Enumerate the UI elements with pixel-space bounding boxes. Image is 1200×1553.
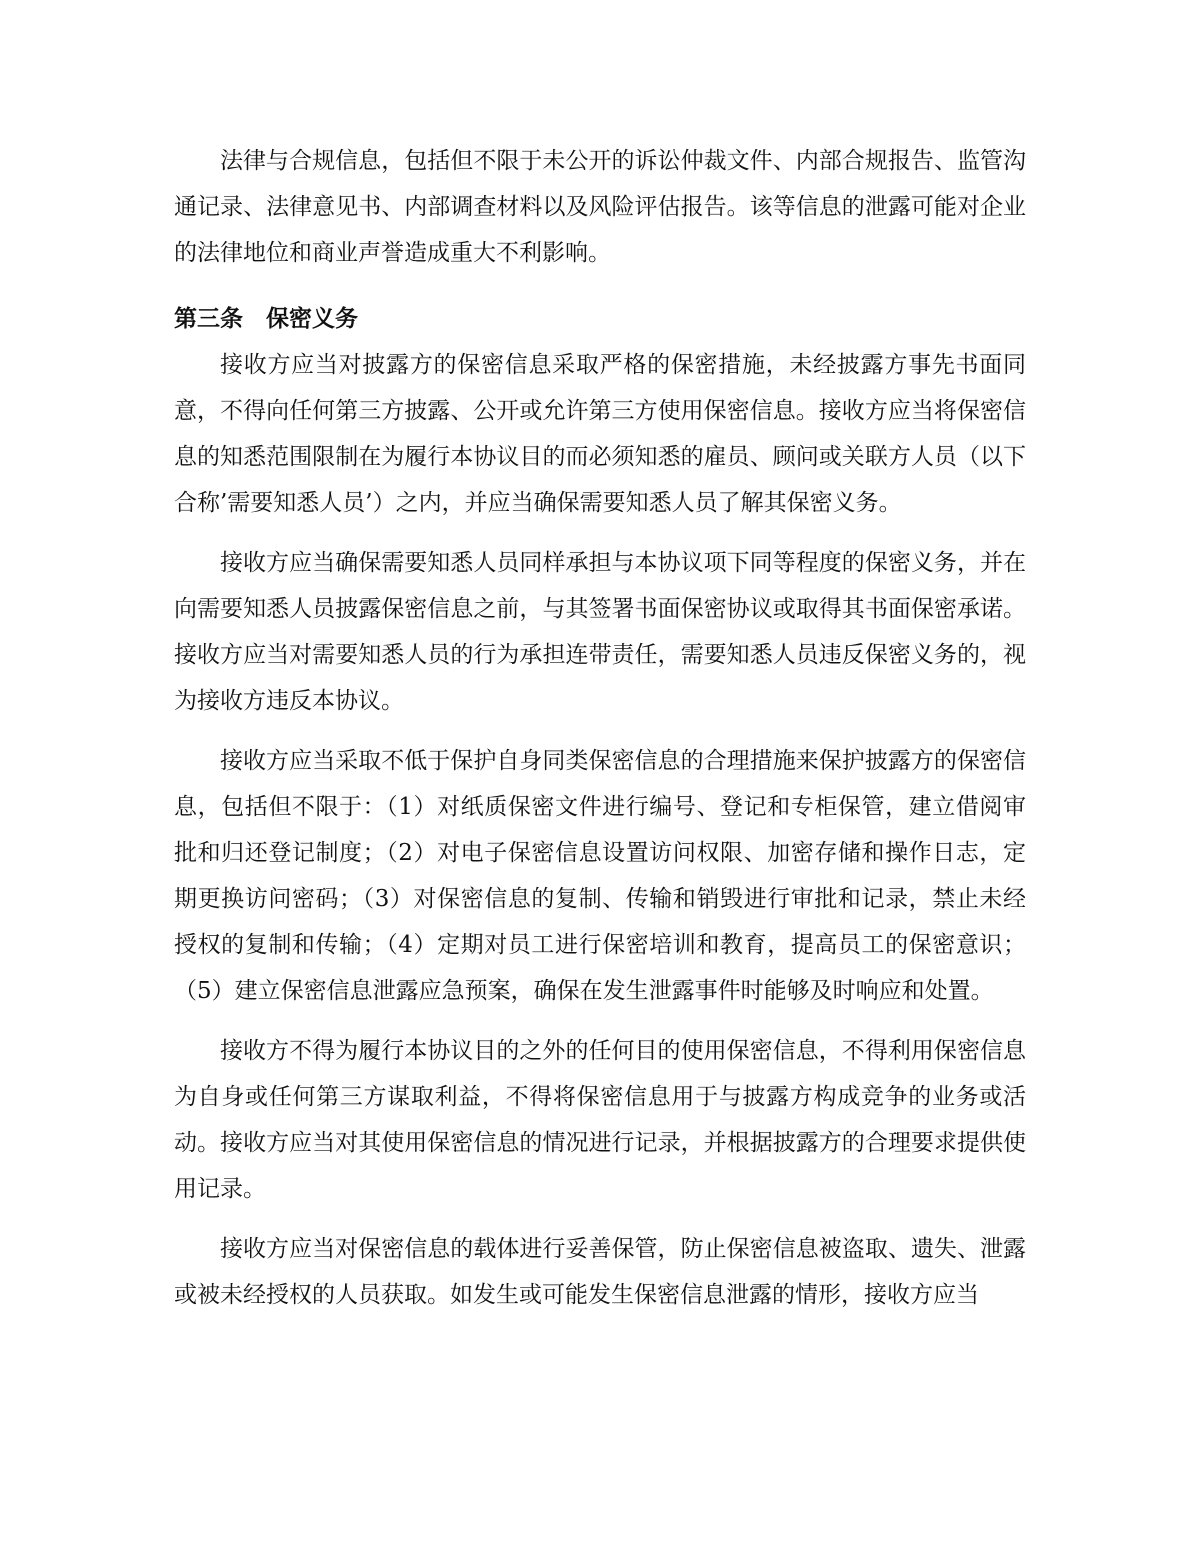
paragraph-protection-measures: 接收方应当采取不低于保护自身同类保密信息的合理措施来保护披露方的保密信息，包括但不限于：（1）对纸质保密文件进行编号、登记和专柜保管，建立借阅审批和归还登记制度；（2）对电子保密信息设置访问权限、加密存储和操作日志，定期更换访问密码；（3）对保密信息的复制、传输和销毁进行审批和记录，禁止未经授权的复制和传输；（4）定期对员工进行保密培训和教育，提高员工的保密意识；（5）建立保密信息泄露应急预案，确保在发生泄露事件时能够及时响应和处置。: [174, 748, 1026, 1004]
section-heading-confidentiality-obligation: 第三条 保密义务: [174, 306, 358, 332]
paragraph-legal-compliance-info: 法律与合规信息，包括但不限于未公开的诉讼仲裁文件、内部合规报告、监管沟通记录、法律意见书、内部调查材料以及风险评估报告。该等信息的泄露可能对企业的法律地位和商业声誉造成重大不利影响。: [174, 148, 1026, 266]
paragraph-use-restriction: 接收方不得为履行本协议目的之外的任何目的使用保密信息，不得利用保密信息为自身或任何第三方谋取利益，不得将保密信息用于与披露方构成竞争的业务或活动。接收方应当对其使用保密信息的情况进行记录，并根据披露方的合理要求提供使用记录。: [174, 1038, 1026, 1202]
document-body: [174, 138, 1026, 1318]
paragraph-confidentiality-measures: 接收方应当对披露方的保密信息采取严格的保密措施，未经披露方事先书面同意，不得向任何第三方披露、公开或允许第三方使用保密信息。接收方应当将保密信息的知悉范围限制在为履行本协议目的而必须知悉的雇员、顾问或关联方人员（以下合称’需要知悉人员’）之内，并应当确保需要知悉人员了解其保密义务。: [174, 352, 1026, 516]
paragraph-need-to-know-obligations: 接收方应当确保需要知悉人员同样承担与本协议项下同等程度的保密义务，并在向需要知悉人员披露保密信息之前，与其签署书面保密协议或取得其书面保密承诺。接收方应当对需要知悉人员的行为承担连带责任，需要知悉人员违反保密义务的，视为接收方违反本协议。: [174, 550, 1026, 714]
paragraph-carrier-safekeeping: 接收方应当对保密信息的载体进行妥善保管，防止保密信息被盗取、遗失、泄露或被未经授权的人员获取。如发生或可能发生保密信息泄露的情形，接收方应当: [174, 1236, 1026, 1308]
